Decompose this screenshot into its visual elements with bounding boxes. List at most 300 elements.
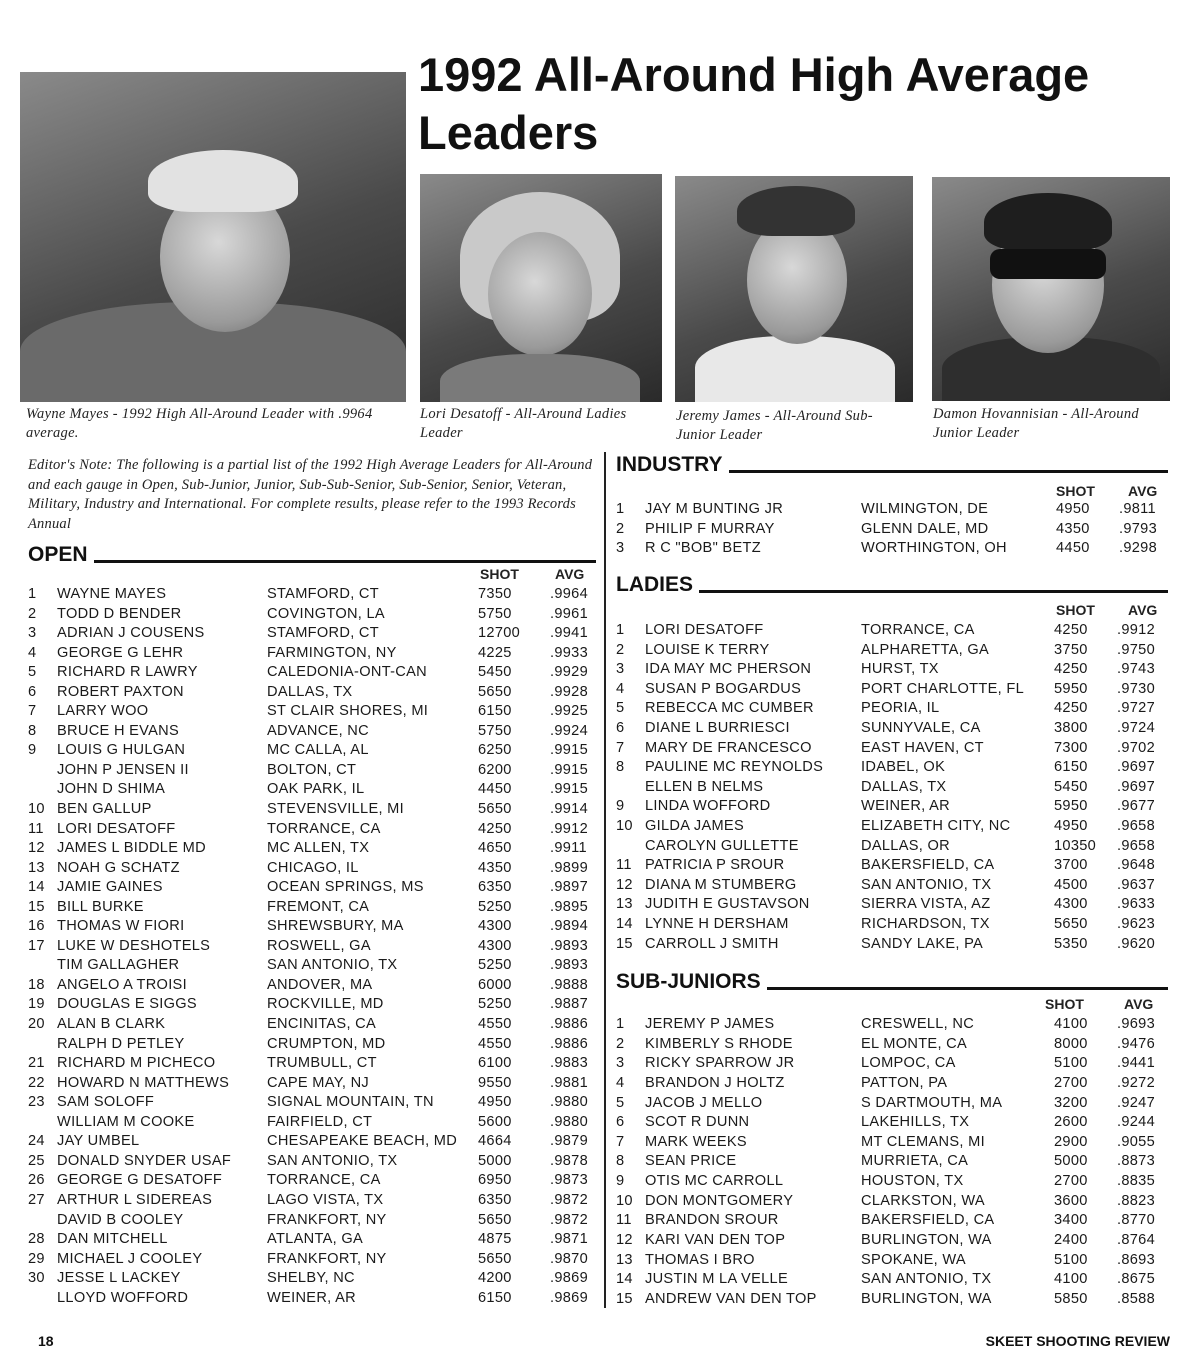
cell-city: TRUMBULL, CT	[267, 1055, 377, 1072]
cell-city: SAN ANTONIO, TX	[267, 957, 398, 974]
cell-shot: 6250	[478, 742, 512, 759]
cell-name: BRUCE H EVANS	[57, 722, 180, 739]
caption-lori-desatoff: Lori Desatoff - All-Around Ladies Leader	[420, 406, 627, 441]
cell-name: BRANDON J HOLTZ	[645, 1074, 785, 1091]
cell-avg: .9727	[1117, 700, 1156, 717]
cell-rank: 19	[28, 996, 45, 1013]
table-row	[0, 896, 1200, 916]
cell-city: SAN ANTONIO, TX	[861, 876, 992, 893]
editor-note: Editor's Note: The following is a partial list of the 1992 High Average Leaders for All-Around and each gauge in Open, Sub-Junior, Junior, Sub-Sub-Senior, Sub-Senior, Senior, Veteran, Military, Industry and International. For complete results, please refer to the 1993 Records Annual	[28, 457, 593, 532]
table-row	[0, 1114, 1200, 1134]
cell-city: OCEAN SPRINGS, MS	[267, 879, 424, 896]
cell-city: BURLINGTON, WA	[861, 1232, 992, 1249]
cell-rank: 20	[28, 1016, 45, 1033]
column-headers-open	[0, 566, 600, 584]
table-row	[0, 1016, 1200, 1036]
cell-city: CAPE MAY, NJ	[267, 1074, 369, 1091]
table-row	[0, 977, 600, 997]
cell-name: JEREMY P JAMES	[645, 1016, 775, 1032]
cell-name: JOHN P JENSEN II	[57, 761, 189, 778]
cell-avg: .9637	[1117, 876, 1156, 893]
table-row	[0, 540, 1200, 560]
cell-avg: .9871	[550, 1231, 589, 1248]
table-row	[0, 521, 1200, 541]
cell-name: DIANE L BURRIESCI	[645, 719, 790, 736]
cell-avg: .9911	[550, 840, 587, 857]
cell-rank: 30	[28, 1270, 45, 1287]
section-rule	[729, 470, 1168, 473]
cell-rank: 10	[28, 801, 45, 818]
cell-shot: 4650	[478, 840, 512, 857]
cell-city: PATTON, PA	[861, 1074, 948, 1091]
shot-header: SHOT	[1056, 602, 1095, 618]
cell-city: GLENN DALE, MD	[861, 520, 989, 537]
cell-shot: 2900	[1054, 1133, 1088, 1150]
cell-name: LLOYD WOFFORD	[57, 1289, 189, 1306]
cell-name: OTIS MC CARROLL	[645, 1173, 784, 1190]
cell-city: LAKEHILLS, TX	[861, 1114, 970, 1131]
cell-rank: 15	[616, 1290, 633, 1307]
cell-shot: 8000	[1054, 1035, 1088, 1052]
cell-rank: 3	[616, 540, 625, 557]
avg-header: AVG	[1124, 996, 1154, 1012]
cell-name: LORI DESATOFF	[645, 622, 764, 638]
cell-city: DALLAS, TX	[267, 683, 353, 700]
section-rule	[699, 590, 1168, 593]
cell-city: ROCKVILLE, MD	[267, 996, 384, 1013]
cell-rank: 3	[28, 625, 37, 642]
cell-rank: 15	[28, 898, 45, 915]
cell-city: EAST HAVEN, CT	[861, 739, 984, 756]
cell-name: NOAH G SCHATZ	[57, 859, 180, 876]
cell-city: MT CLEMANS, MI	[861, 1133, 985, 1150]
cell-city: CRUMPTON, MD	[267, 1035, 386, 1052]
cell-city: STEVENSVILLE, MI	[267, 801, 404, 818]
cell-shot: 6150	[478, 703, 512, 720]
cell-rank: 23	[28, 1094, 45, 1111]
cell-city: STAMFORD, CT	[267, 586, 379, 602]
cell-shot: 4950	[1054, 817, 1088, 834]
publication-name: SKEET SHOOTING REVIEW	[985, 1333, 1170, 1349]
cell-rank: 3	[616, 1055, 625, 1072]
cell-shot: 3400	[1054, 1212, 1088, 1229]
cell-city: ADVANCE, NC	[267, 722, 369, 739]
cell-rank: 25	[28, 1152, 45, 1169]
cell-avg: .9912	[550, 820, 589, 837]
cell-city: CALEDONIA-ONT-CAN	[267, 664, 427, 681]
cell-city: HURST, TX	[861, 661, 939, 678]
cell-name: GEORGE G LEHR	[57, 644, 184, 661]
cell-shot: 5350	[1054, 935, 1088, 952]
cell-shot: 4950	[478, 1094, 512, 1111]
cell-name: BEN GALLUP	[57, 801, 152, 818]
cell-rank: 1	[28, 586, 37, 602]
cell-shot: 4250	[1054, 661, 1088, 678]
cell-rank: 2	[616, 1035, 625, 1052]
cell-name: TIM GALLAGHER	[57, 957, 180, 974]
cell-shot: 4550	[478, 1016, 512, 1033]
cell-avg: .9964	[550, 586, 589, 602]
cell-rank: 2	[616, 641, 625, 658]
cell-city: TORRANCE, CA	[861, 622, 975, 638]
cell-shot: 4450	[1056, 540, 1090, 557]
table-row	[0, 838, 1200, 858]
cell-shot: 6150	[478, 1289, 512, 1306]
cell-city: DALLAS, TX	[861, 778, 947, 795]
cell-shot: 6950	[478, 1172, 512, 1189]
cell-avg: .9697	[1117, 778, 1156, 795]
cell-rank: 24	[28, 1133, 45, 1150]
cell-city: HOUSTON, TX	[861, 1173, 964, 1190]
cell-name: DIANA M STUMBERG	[645, 876, 797, 893]
cell-city: TORRANCE, CA	[267, 820, 381, 837]
cell-rank: 21	[28, 1055, 45, 1072]
cell-rank: 9	[28, 742, 37, 759]
cell-avg: .9894	[550, 918, 589, 935]
cell-avg: .9244	[1117, 1114, 1156, 1131]
cell-city: WEINER, AR	[267, 1289, 356, 1306]
cell-name: ANGELO A TROISI	[57, 976, 187, 993]
cell-avg: .9929	[550, 664, 589, 681]
cell-shot: 5850	[1054, 1290, 1088, 1307]
cell-shot: 3600	[1054, 1192, 1088, 1209]
cell-shot: 4250	[478, 820, 512, 837]
cell-city: CHICAGO, IL	[267, 859, 359, 876]
cell-city: WEINER, AR	[861, 798, 950, 815]
table-row	[0, 1036, 1200, 1056]
cell-rank: 13	[616, 1251, 633, 1268]
cell-avg: .9872	[550, 1191, 589, 1208]
cell-rank: 13	[616, 896, 633, 913]
cell-city: FAIRFIELD, CT	[267, 1113, 373, 1130]
cell-rank: 7	[616, 1133, 625, 1150]
shot-header: SHOT	[480, 566, 519, 582]
table-row	[0, 1193, 1200, 1213]
section-label: SUB-JUNIORS	[616, 970, 761, 993]
cell-rank: 12	[616, 1232, 633, 1249]
cell-rank: 7	[616, 739, 625, 756]
table-row	[0, 779, 1200, 799]
cell-name: DOUGLAS E SIGGS	[57, 996, 197, 1013]
cell-shot: 5950	[1054, 798, 1088, 815]
table-row	[0, 1075, 1200, 1095]
cell-name: R C "BOB" BETZ	[645, 540, 761, 557]
cell-shot: 4225	[478, 644, 512, 661]
cell-rank: 5	[28, 664, 37, 681]
cell-avg: .9881	[550, 1074, 589, 1091]
cell-avg: .9915	[550, 742, 589, 759]
cell-name: LORI DESATOFF	[57, 820, 176, 837]
cell-shot: 6350	[478, 879, 512, 896]
cell-shot: 5100	[1054, 1055, 1088, 1072]
cell-shot: 7300	[1054, 739, 1088, 756]
cell-city: COVINGTON, LA	[267, 605, 385, 622]
cell-name: WILLIAM M COOKE	[57, 1113, 195, 1130]
table-row	[0, 501, 1200, 521]
cell-shot: 2600	[1054, 1114, 1088, 1131]
cell-name: ARTHUR L SIDEREAS	[57, 1191, 213, 1208]
cell-name: GEORGE G DESATOFF	[57, 1172, 223, 1189]
cell-name: BILL BURKE	[57, 898, 144, 915]
cell-shot: 5650	[478, 1250, 512, 1267]
cell-avg: .9886	[550, 1035, 589, 1052]
table-row	[0, 1212, 1200, 1232]
cell-rank: 15	[616, 935, 633, 952]
cell-shot: 2400	[1054, 1232, 1088, 1249]
cell-name: LYNNE H DERSHAM	[645, 915, 789, 932]
cell-avg: .9724	[1117, 719, 1156, 736]
cell-shot: 6200	[478, 761, 512, 778]
cell-rank: 10	[616, 817, 633, 834]
cell-name: MARY DE FRANCESCO	[645, 739, 812, 756]
cell-city: CRESWELL, NC	[861, 1016, 975, 1032]
cell-city: BOLTON, CT	[267, 761, 357, 778]
cell-name: LOUIS G HULGAN	[57, 742, 186, 759]
cell-city: SANDY LAKE, PA	[861, 935, 984, 952]
cell-shot: 6150	[1054, 759, 1088, 776]
cell-city: BAKERSFIELD, CA	[861, 857, 995, 874]
cell-rank: 17	[28, 937, 45, 954]
cell-avg: .9658	[1117, 837, 1156, 854]
cell-avg: .8835	[1117, 1173, 1156, 1190]
cell-avg: .8770	[1117, 1212, 1156, 1229]
cell-name: KIMBERLY S RHODE	[645, 1035, 793, 1052]
cell-avg: .9893	[550, 937, 589, 954]
cell-name: DON MONTGOMERY	[645, 1192, 794, 1209]
cell-city: FRANKFORT, NY	[267, 1250, 387, 1267]
cell-city: ATLANTA, GA	[267, 1231, 364, 1248]
cell-city: ELIZABETH CITY, NC	[861, 817, 1011, 834]
cell-avg: .9870	[550, 1250, 589, 1267]
cell-rank: 10	[616, 1192, 633, 1209]
cell-rank: 5	[616, 700, 625, 717]
table-row	[0, 818, 1200, 838]
cell-name: SCOT R DUNN	[645, 1114, 750, 1131]
cell-name: LOUISE K TERRY	[645, 641, 770, 658]
table-row	[0, 1252, 1200, 1272]
cell-avg: .9869	[550, 1270, 589, 1287]
cell-shot: 4100	[1054, 1271, 1088, 1288]
cell-shot: 9550	[478, 1074, 512, 1091]
cell-shot: 5750	[478, 605, 512, 622]
cell-rank: 1	[616, 1016, 625, 1032]
cell-rank: 1	[616, 622, 625, 638]
cell-shot: 5750	[478, 722, 512, 739]
cell-name: SEAN PRICE	[645, 1153, 737, 1170]
cell-avg: .9893	[550, 957, 589, 974]
cell-rank: 9	[616, 798, 625, 815]
cell-name: JESSE L LACKEY	[57, 1270, 181, 1287]
section-rule	[767, 987, 1168, 990]
cell-avg: .9730	[1117, 680, 1156, 697]
cell-avg: .9880	[550, 1113, 589, 1130]
cell-shot: 6000	[478, 976, 512, 993]
cell-avg: .9878	[550, 1152, 589, 1169]
column-headers-industry	[0, 483, 1200, 501]
cell-shot: 5950	[1054, 680, 1088, 697]
cell-avg: .9873	[550, 1172, 589, 1189]
page-number: 18	[38, 1333, 54, 1349]
cell-rank: 12	[28, 840, 45, 857]
industry-table	[0, 501, 1200, 560]
cell-rank: 11	[616, 1212, 632, 1229]
cell-shot: 4550	[478, 1035, 512, 1052]
cell-city: SHELBY, NC	[267, 1270, 355, 1287]
cell-shot: 7350	[478, 586, 512, 602]
cell-avg: .9872	[550, 1211, 589, 1228]
section-label: LADIES	[616, 573, 694, 596]
cell-city: STAMFORD, CT	[267, 625, 379, 642]
cell-avg: .9880	[550, 1094, 589, 1111]
cell-city: IDABEL, OK	[861, 759, 946, 776]
cell-rank: 8	[616, 759, 625, 776]
cell-shot: 4250	[1054, 622, 1088, 638]
cell-shot: 2700	[1054, 1074, 1088, 1091]
table-row	[0, 1173, 1200, 1193]
cell-name: TODD D BENDER	[57, 605, 182, 622]
cell-shot: 6100	[478, 1055, 512, 1072]
cell-avg: .9928	[550, 683, 589, 700]
cell-rank: 26	[28, 1172, 45, 1189]
photo-wayne-mayes	[20, 72, 406, 402]
cell-avg: .9750	[1117, 641, 1156, 658]
avg-header: AVG	[555, 566, 585, 582]
cell-city: PORT CHARLOTTE, FL	[861, 680, 1024, 697]
cell-rank: 7	[28, 703, 37, 720]
cell-avg: .8823	[1117, 1192, 1156, 1209]
cell-name: ELLEN B NELMS	[645, 778, 764, 795]
cell-name: JAMES L BIDDLE MD	[57, 840, 206, 857]
cell-avg: .9476	[1117, 1035, 1156, 1052]
cell-rank: 13	[28, 859, 45, 876]
cell-city: ALPHARETTA, GA	[861, 641, 990, 658]
caption-wayne-mayes: Wayne Mayes - 1992 High All-Around Leader with .9964 average.	[26, 406, 373, 441]
cell-rank: 14	[28, 879, 45, 896]
section-heading-subjuniors	[616, 971, 1168, 993]
cell-name: LUKE W DESHOTELS	[57, 937, 211, 954]
cell-rank: 12	[616, 876, 633, 893]
cell-avg: .9247	[1117, 1094, 1156, 1111]
cell-rank: 2	[28, 605, 37, 622]
cell-shot: 2700	[1054, 1173, 1088, 1190]
cell-name: JUSTIN M LA VELLE	[645, 1271, 788, 1288]
caption-jeremy-james: Jeremy James - All-Around Sub-Junior Leader	[676, 408, 873, 443]
table-row	[0, 622, 1200, 642]
cell-name: RALPH D PETLEY	[57, 1035, 185, 1052]
cell-shot: 4300	[1054, 896, 1088, 913]
cell-city: WILMINGTON, DE	[861, 501, 989, 517]
cell-name: IDA MAY MC PHERSON	[645, 661, 812, 678]
cell-avg: .8588	[1117, 1290, 1156, 1307]
cell-city: OAK PARK, IL	[267, 781, 365, 798]
cell-avg: .9925	[550, 703, 589, 720]
cell-shot: 5650	[478, 1211, 512, 1228]
cell-avg: .9883	[550, 1055, 589, 1072]
cell-avg: .9298	[1119, 540, 1158, 557]
cell-shot: 10350	[1054, 837, 1097, 854]
cell-name: JAY UMBEL	[57, 1133, 140, 1150]
table-row	[0, 700, 1200, 720]
cell-avg: .8764	[1117, 1232, 1156, 1249]
table-row	[0, 1153, 1200, 1173]
shot-header: SHOT	[1045, 996, 1084, 1012]
table-row	[0, 798, 1200, 818]
cell-rank: 4	[28, 644, 37, 661]
cell-city: LOMPOC, CA	[861, 1055, 956, 1072]
cell-name: CARROLL J SMITH	[645, 935, 779, 952]
cell-shot: 4350	[1056, 520, 1090, 537]
cell-city: SAN ANTONIO, TX	[267, 1152, 398, 1169]
cell-avg: .9879	[550, 1133, 589, 1150]
cell-city: BURLINGTON, WA	[861, 1290, 992, 1307]
cell-rank: 27	[28, 1191, 45, 1208]
cell-city: SIGNAL MOUNTAIN, TN	[267, 1094, 434, 1111]
photo-lori-desatoff	[420, 174, 662, 402]
table-row	[0, 740, 1200, 760]
cell-shot: 3750	[1054, 641, 1088, 658]
cell-name: MARK WEEKS	[645, 1133, 747, 1150]
cell-rank: 2	[616, 520, 625, 537]
cell-name: JAY M BUNTING JR	[645, 501, 784, 517]
cell-rank: 6	[616, 1114, 625, 1131]
cell-shot: 5450	[1054, 778, 1088, 795]
cell-shot: 4300	[478, 918, 512, 935]
ladies-table	[0, 622, 1200, 955]
cell-name: HOWARD N MATTHEWS	[57, 1074, 230, 1091]
cell-name: JOHN D SHIMA	[57, 781, 166, 798]
cell-avg: .8693	[1117, 1251, 1156, 1268]
cell-shot: 4450	[478, 781, 512, 798]
cell-rank: 3	[616, 661, 625, 678]
cell-avg: .9933	[550, 644, 589, 661]
cell-city: SHREWSBURY, MA	[267, 918, 404, 935]
cell-shot: 4350	[478, 859, 512, 876]
cell-name: MICHAEL J COOLEY	[57, 1250, 203, 1267]
table-row	[0, 720, 1200, 740]
cell-rank: 11	[28, 820, 44, 837]
table-row	[0, 877, 1200, 897]
cell-name: WAYNE MAYES	[57, 586, 167, 602]
cell-name: SAM SOLOFF	[57, 1094, 155, 1111]
section-label: INDUSTRY	[616, 453, 723, 476]
cell-rank: 6	[28, 683, 37, 700]
cell-avg: .9915	[550, 761, 589, 778]
cell-shot: 5250	[478, 957, 512, 974]
cell-name: RICHARD M PICHECO	[57, 1055, 216, 1072]
cell-avg: .9693	[1117, 1016, 1156, 1032]
cell-avg: .8675	[1117, 1271, 1156, 1288]
cell-city: DALLAS, OR	[861, 837, 950, 854]
cell-avg: .9887	[550, 996, 589, 1013]
cell-name: JACOB J MELLO	[645, 1094, 763, 1111]
cell-rank: 5	[616, 1094, 625, 1111]
cell-rank: 29	[28, 1250, 45, 1267]
cell-shot: 5000	[478, 1152, 512, 1169]
cell-shot: 4950	[1056, 501, 1090, 517]
cell-city: SIERRA VISTA, AZ	[861, 896, 991, 913]
cell-city: FARMINGTON, NY	[267, 644, 397, 661]
table-row	[0, 661, 1200, 681]
cell-avg: .9899	[550, 859, 589, 876]
cell-avg: .9888	[550, 976, 589, 993]
caption-damon-hovannisian: Damon Hovannisian - All-Around Junior Leader	[933, 406, 1139, 441]
cell-shot: 5000	[1054, 1153, 1088, 1170]
cell-shot: 6350	[478, 1191, 512, 1208]
cell-shot: 5600	[478, 1113, 512, 1130]
cell-city: WORTHINGTON, OH	[861, 540, 1007, 557]
photo-damon-hovannisian	[932, 177, 1170, 401]
cell-rank: 14	[616, 1271, 633, 1288]
